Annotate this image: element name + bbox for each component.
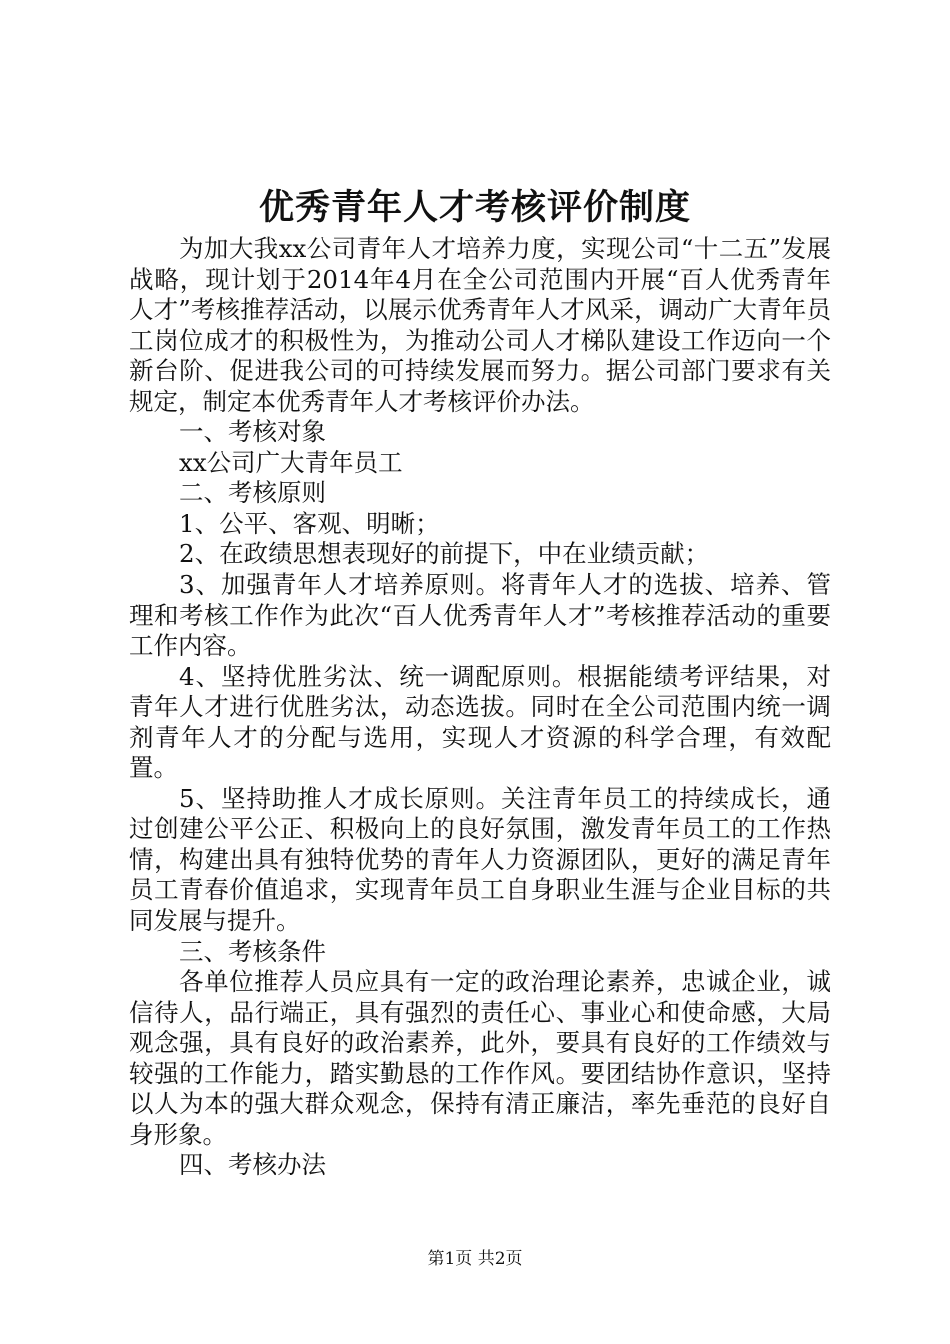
principle-item-1: 1、公平、客观、明晰； — [179, 508, 440, 538]
principle-item-2: 2、在政绩思想表现好的前提下，中在业绩贡献； — [179, 539, 710, 569]
principle-item-5: 5、坚持助推人才成长原则。关注青年员工的持续成长，通过创建公平公正、积极向上的良好氛围，激发青年员工的工作热情，构建出具有独特优势的青年人力资源团队，更好的满足青年员工青春价值追求，实现青年员工自身职业生涯与企业目标的共同发展与提升。 — [129, 783, 831, 936]
heading-assessment-target: 一、考核对象 — [179, 417, 326, 447]
principle-item-4: 4、坚持优胜劣汰、统一调配原则。根据能绩考评结果，对青年人才进行优胜劣汰，动态选拔。同时在全公司范围内统一调剂青年人才的分配与选用，实现人才资源的科学合理，有效配置。 — [129, 661, 831, 783]
heading-assessment-principles: 二、考核原则 — [179, 478, 326, 508]
page-number-current: 第1页 — [427, 1249, 473, 1269]
document-body — [129, 234, 831, 1181]
page-number-total: 共2页 — [477, 1249, 523, 1269]
paragraph-intro: 为加大我xx公司青年人才培养力度，实现公司“十二五”发展战略，现计划于2014年4月在全公司范围内开展“百人优秀青年人才”考核推荐活动，以展示优秀青年人才风采，调动广大青年员工岗位成才的积极性为，为推动公司人才梯队建设工作迈向一个新台阶、促进我公司的可持续发展而努力。据公司部门要求有关规定，制定本优秀青年人才考核评价办法。 — [129, 234, 831, 416]
document-title: 优秀青年人才考核评价制度 — [258, 187, 691, 228]
paragraph-target: xx公司广大青年员工 — [179, 447, 403, 477]
paragraph-conditions: 各单位推荐人员应具有一定的政治理论素养，忠诚企业，诚信待人，品行端正，具有强烈的责任心、事业心和使命感，大局观念强，具有良好的政治素养，此外，要具有良好的工作绩效与较强的工作能力，踏实勤恳的工作作风。要团结协作意识，坚持以人为本的强大群众观念，保持有清正廉洁，率先垂范的良好自身形象。 — [129, 967, 831, 1149]
page-footer — [0, 1244, 950, 1269]
heading-assessment-conditions: 三、考核条件 — [179, 936, 326, 966]
principle-item-3: 3、加强青年人才培养原则。将青年人才的选拔、培养、管理和考核工作作为此次“百人优秀青年人才”考核推荐活动的重要工作内容。 — [129, 570, 831, 661]
heading-assessment-methods: 四、考核办法 — [179, 1150, 326, 1180]
